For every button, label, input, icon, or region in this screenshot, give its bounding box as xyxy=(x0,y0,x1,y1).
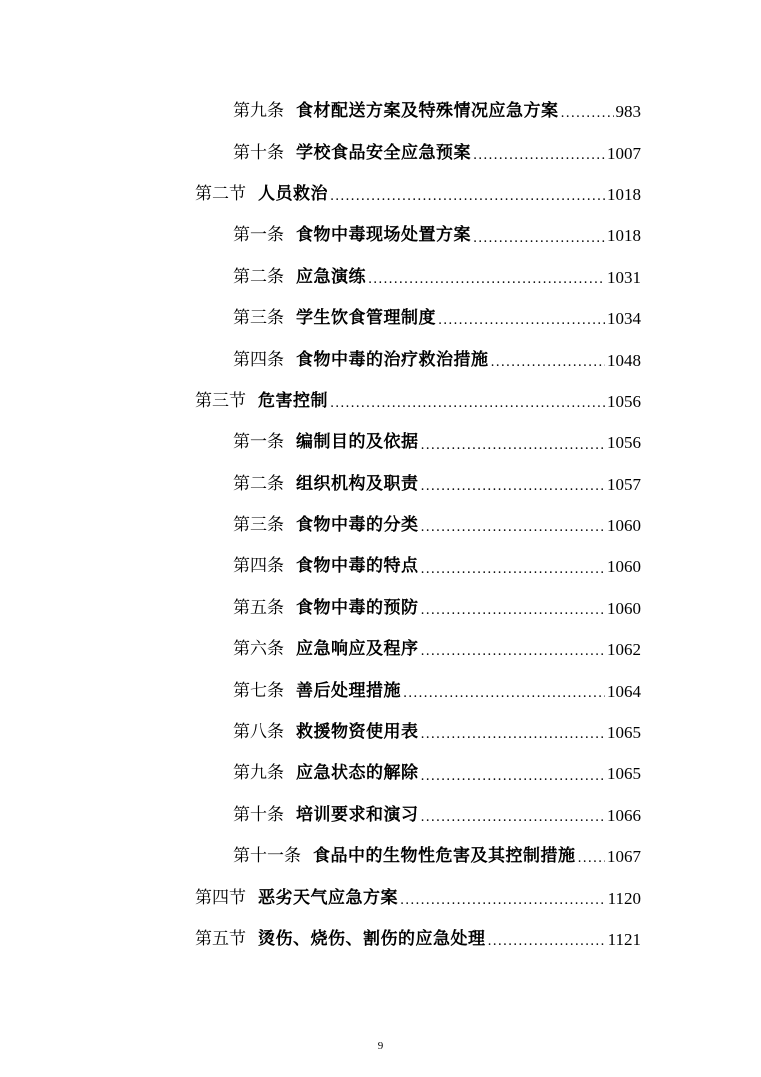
toc-entry-page: 1060 xyxy=(607,516,641,536)
toc-leader-dots xyxy=(421,439,606,464)
toc-entry-title: 学校食品安全应急预案 xyxy=(296,142,471,163)
toc-entry-page: 1065 xyxy=(607,723,641,743)
toc-entry-title: 食物中毒的预防 xyxy=(296,597,419,618)
toc-entry-page: 1018 xyxy=(607,226,641,246)
toc-entry-page: 983 xyxy=(615,102,641,122)
toc-leader-dots xyxy=(421,770,606,795)
toc-entry-number: 第四条 xyxy=(233,349,284,370)
toc-leader-dots xyxy=(330,397,605,422)
toc-entry-page: 1007 xyxy=(607,143,641,163)
toc-entry-number: 第九条 xyxy=(233,101,284,122)
toc-entry-number: 第二节 xyxy=(195,183,246,204)
toc-entry[interactable] xyxy=(0,215,641,256)
toc-entry[interactable] xyxy=(0,505,641,546)
toc-leader-dots xyxy=(400,894,606,919)
toc-leader-dots xyxy=(491,356,606,381)
toc-entry-title: 编制目的及依据 xyxy=(296,432,419,453)
toc-leader-dots xyxy=(473,149,605,174)
toc-entry-page: 1060 xyxy=(607,557,641,577)
toc-section[interactable] xyxy=(0,919,641,960)
toc-entry[interactable] xyxy=(0,422,641,463)
toc-leader-dots xyxy=(421,563,606,588)
toc-entry-page: 1067 xyxy=(607,847,641,867)
toc-entry-number: 第十条 xyxy=(233,142,284,163)
toc-entry-title: 组织机构及职责 xyxy=(296,473,419,494)
toc-leader-dots xyxy=(421,521,606,546)
toc-entry-number: 第七条 xyxy=(233,680,284,701)
page-number: 9 xyxy=(377,1040,384,1052)
table-of-contents xyxy=(0,91,761,960)
toc-entry-number: 第五条 xyxy=(233,597,284,618)
toc-entry[interactable] xyxy=(0,588,641,629)
toc-entry-title: 培训要求和演习 xyxy=(296,804,419,825)
toc-entry[interactable] xyxy=(0,339,641,380)
toc-entry-number: 第六条 xyxy=(233,639,284,660)
toc-entry-page: 1034 xyxy=(607,309,641,329)
toc-entry-title: 食物中毒的特点 xyxy=(296,556,419,577)
toc-entry-number: 第二条 xyxy=(233,266,284,287)
toc-entry-title: 食物中毒现场处置方案 xyxy=(296,225,471,246)
toc-entry-number: 第三条 xyxy=(233,515,284,536)
toc-entry[interactable] xyxy=(0,464,641,505)
toc-entry-title: 应急演练 xyxy=(296,266,366,287)
toc-entry-title: 恶劣天气应急方案 xyxy=(258,887,398,908)
toc-entry-page: 1065 xyxy=(607,764,641,784)
toc-entry-title: 学生饮食管理制度 xyxy=(296,308,436,329)
toc-entry-number: 第四条 xyxy=(233,556,284,577)
toc-leader-dots xyxy=(330,190,605,215)
toc-entry[interactable] xyxy=(0,712,641,753)
toc-entry[interactable] xyxy=(0,795,641,836)
toc-entry-number: 第一条 xyxy=(233,225,284,246)
toc-entry[interactable] xyxy=(0,670,641,711)
toc-entry-title: 食品中的生物性危害及其控制措施 xyxy=(313,846,576,867)
toc-entry-title: 应急响应及程序 xyxy=(296,639,419,660)
toc-entry-title: 食物中毒的治疗救治措施 xyxy=(296,349,489,370)
toc-entry-title: 食物中毒的分类 xyxy=(296,515,419,536)
toc-entry[interactable] xyxy=(0,91,641,132)
toc-entry-page: 1121 xyxy=(607,930,641,949)
toc-leader-dots xyxy=(561,107,614,132)
toc-entry-number: 第三条 xyxy=(233,308,284,329)
toc-entry-page: 1120 xyxy=(607,888,641,908)
toc-leader-dots xyxy=(421,645,606,670)
toc-entry-page: 1064 xyxy=(607,681,641,701)
toc-leader-dots xyxy=(421,728,606,753)
toc-leader-dots xyxy=(421,480,606,505)
toc-entry-page: 1066 xyxy=(607,805,641,825)
toc-section[interactable] xyxy=(0,877,641,918)
toc-entry-number: 第四节 xyxy=(195,887,246,908)
toc-entry[interactable] xyxy=(0,629,641,670)
toc-entry-number: 第五节 xyxy=(195,929,246,949)
toc-entry-number: 第十一条 xyxy=(233,846,301,867)
toc-entry-number: 第九条 xyxy=(233,763,284,784)
toc-entry[interactable] xyxy=(0,836,641,877)
toc-leader-dots xyxy=(578,852,606,877)
toc-entry-page: 1048 xyxy=(607,350,641,370)
toc-entry-page: 1056 xyxy=(607,433,641,453)
toc-entry-title: 人员救治 xyxy=(258,183,328,204)
toc-leader-dots xyxy=(421,811,606,836)
toc-leader-dots xyxy=(438,314,605,339)
toc-leader-dots xyxy=(421,604,606,629)
toc-leader-dots xyxy=(488,935,606,960)
toc-entry-title: 救援物资使用表 xyxy=(296,722,419,743)
toc-section[interactable] xyxy=(0,381,641,422)
toc-entry-page: 1056 xyxy=(607,391,641,411)
toc-entry[interactable] xyxy=(0,546,641,587)
toc-entry[interactable] xyxy=(0,132,641,173)
toc-entry-page: 1018 xyxy=(607,184,641,204)
toc-section[interactable] xyxy=(0,174,641,215)
toc-leader-dots xyxy=(403,687,605,712)
toc-entry-page: 1062 xyxy=(607,640,641,660)
toc-entry-title: 食材配送方案及特殊情况应急方案 xyxy=(296,101,559,122)
toc-entry-number: 第三节 xyxy=(195,390,246,411)
toc-entry[interactable] xyxy=(0,257,641,298)
toc-entry-page: 1057 xyxy=(607,474,641,494)
toc-entry-page: 1031 xyxy=(607,267,641,287)
toc-entry[interactable] xyxy=(0,298,641,339)
toc-leader-dots xyxy=(473,232,605,257)
toc-entry-title: 烫伤、烧伤、割伤的应急处理 xyxy=(258,929,486,949)
toc-entry-page: 1060 xyxy=(607,598,641,618)
toc-entry-title: 善后处理措施 xyxy=(296,680,401,701)
toc-entry-number: 第一条 xyxy=(233,432,284,453)
toc-entry-number: 第二条 xyxy=(233,473,284,494)
toc-leader-dots xyxy=(368,273,605,298)
toc-entry-number: 第十条 xyxy=(233,804,284,825)
toc-entry-title: 危害控制 xyxy=(258,390,328,411)
toc-entry-number: 第八条 xyxy=(233,722,284,743)
toc-entry[interactable] xyxy=(0,753,641,794)
toc-entry-title: 应急状态的解除 xyxy=(296,763,419,784)
